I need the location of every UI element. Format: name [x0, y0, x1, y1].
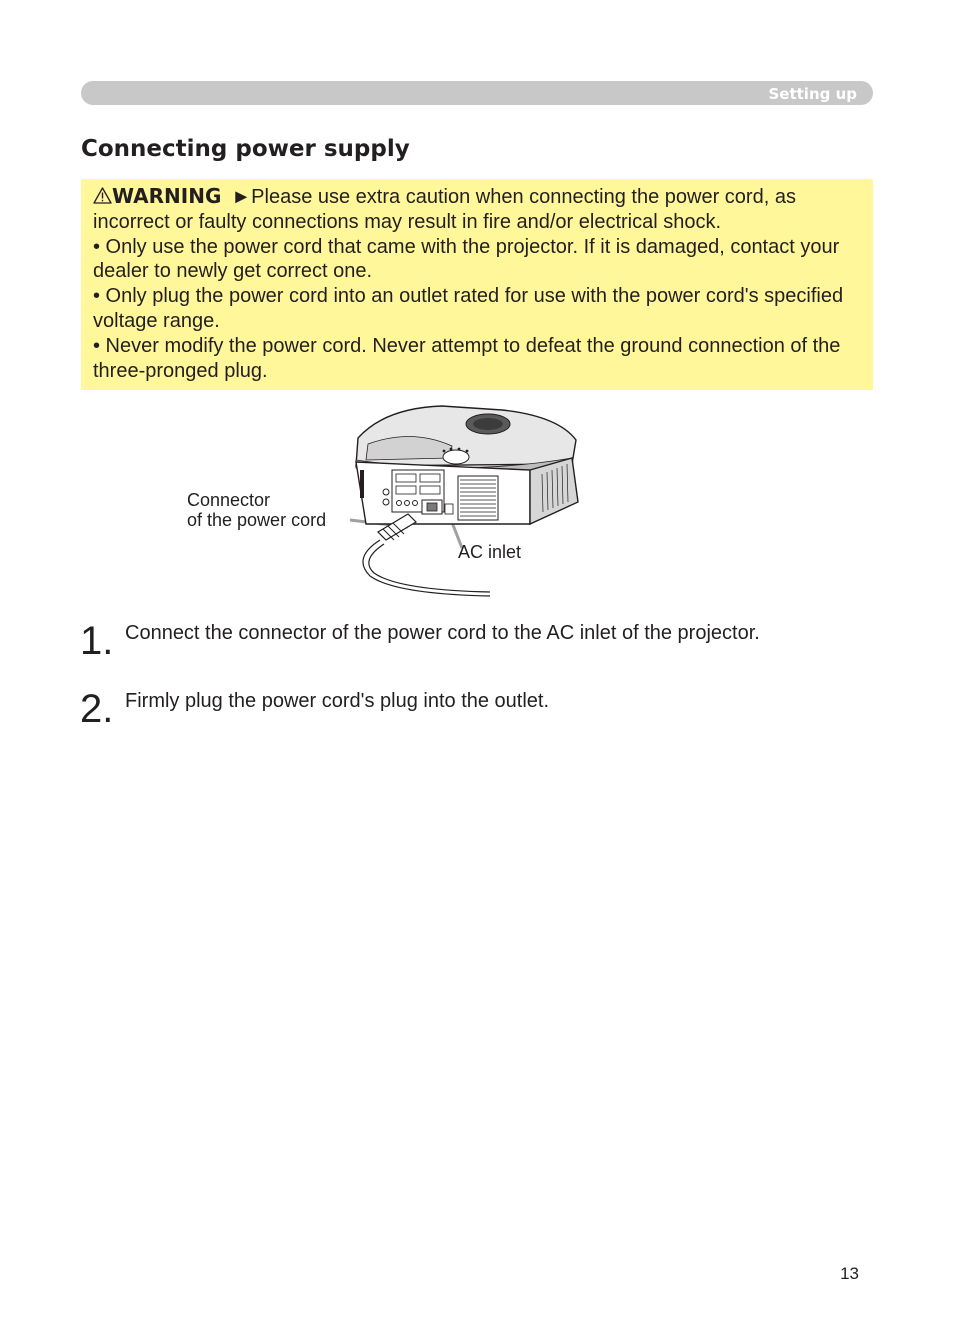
warning-intro-text: Please use extra caution when connecting the power cord, as incorrect or faulty connections may result in fire and/or electrical shock. [93, 186, 796, 233]
page-number: 13 [840, 1264, 859, 1283]
warning-label: WARNING [112, 184, 222, 208]
step-text: Firmly plug the power cord's plug into the outlet. [125, 690, 550, 712]
warning-bullet-2: • Only plug the power cord into an outlet rated for use with the power cord's specified voltage range. [93, 285, 844, 332]
warning-intro [93, 184, 861, 235]
warning-triangle-icon [93, 187, 112, 204]
callout-connector-line-1: Connector [187, 490, 271, 510]
warning-box [81, 179, 873, 390]
section-header-bar [81, 81, 873, 105]
arrow-right-icon: ► [231, 186, 252, 208]
callout-connector-line-2: of the power cord [187, 510, 327, 530]
step-number: 2. [80, 687, 114, 731]
callout-ac-inlet: AC inlet [458, 542, 522, 562]
step-text: Connect the connector of the power cord to the AC inlet of the projector. [125, 622, 760, 644]
section-label: Setting up [768, 85, 857, 103]
warning-bullet-3: • Never modify the power cord. Never attempt to defeat the ground connection of the three-pronged plug. [93, 334, 841, 382]
step-number: 1. [80, 619, 114, 663]
page-title: Connecting power supply [81, 136, 410, 162]
warning-bullet-1: • Only use the power cord that came with the projector. If it is damaged, contact your dealer to newly get correct one. [93, 235, 840, 283]
callout-connector [187, 490, 326, 530]
